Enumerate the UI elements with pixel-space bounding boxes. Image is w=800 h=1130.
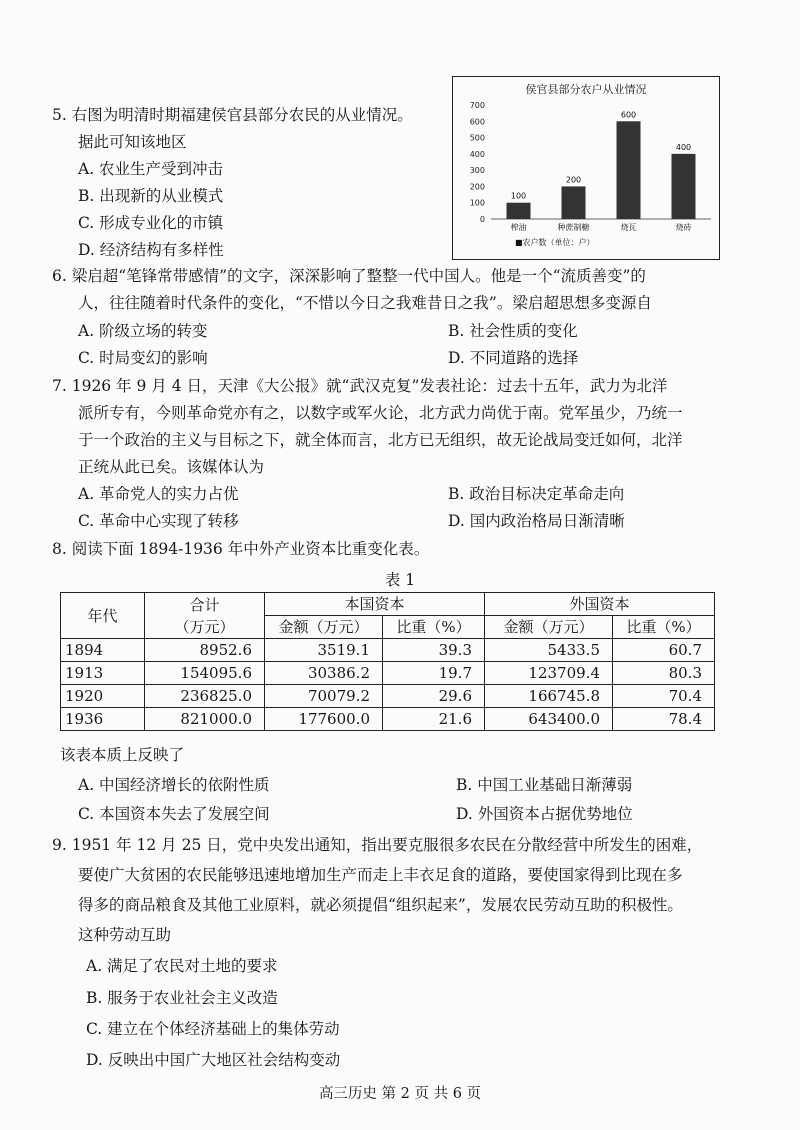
cell-domestic-share: 21.6 xyxy=(383,708,485,731)
table-row xyxy=(61,639,715,662)
data-label: 100 xyxy=(510,191,527,201)
cell-total: 236825.0 xyxy=(145,685,265,708)
q7-stem-line2: 派所专有，今则革命党亦有之，以数字或军火论，北方武力尚优于南。党军虽少，乃统一 xyxy=(78,404,683,422)
cell-domestic-share: 19.7 xyxy=(383,662,485,685)
legend-entry: ■农户数（单位：户） xyxy=(515,238,595,247)
q7-option-b: B. 政治目标决定革命走向 xyxy=(448,485,625,503)
header-year: 年代 xyxy=(61,593,145,639)
q9-option-c: C. 建立在个体经济基础上的集体劳动 xyxy=(86,1020,340,1038)
header-total xyxy=(145,593,265,639)
y-tick-label: 400 xyxy=(469,149,485,159)
cell-year: 1913 xyxy=(61,662,145,685)
data-label: 400 xyxy=(675,142,692,152)
y-tick-label: 500 xyxy=(469,133,485,143)
cell-foreign-share: 70.4 xyxy=(613,685,715,708)
cell-domestic-amount: 3519.1 xyxy=(265,639,383,662)
y-tick-label: 600 xyxy=(469,117,485,127)
table-caption: 表 1 xyxy=(384,571,416,589)
x-tick-label: 榨油 xyxy=(510,223,527,232)
table-header-row xyxy=(61,593,715,616)
cell-domestic-amount: 30386.2 xyxy=(265,662,383,685)
header-total-line2: （万元） xyxy=(174,617,235,636)
cell-year: 1936 xyxy=(61,708,145,731)
q7-stem-line1: 7. 1926 年 9 月 4 日，天津《大公报》就“武汉克复”发表社论：过去十五年，武力为北洋 xyxy=(52,377,668,395)
q6-stem-line1: 6. 梁启超“笔锋常带感情”的文字，深深影响了整整一代中国人。他是一个“流质善变”的 xyxy=(52,267,646,285)
y-tick-label: 100 xyxy=(469,198,485,208)
data-label: 600 xyxy=(620,110,637,120)
y-tick-label: 700 xyxy=(469,101,485,110)
q9-stem-line2: 要使广大贫困的农民能够迅速地增加生产而走上丰衣足食的道路，要使国家得到比现在多 xyxy=(78,866,683,884)
q7-stem-line3: 于一个政治的主义与目标之下，就全体而言，北方已无组织，故无论战局变迁如何，北洋 xyxy=(78,431,683,449)
cell-year: 1920 xyxy=(61,685,145,708)
q8-option-d: D. 外国资本占据优势地位 xyxy=(456,805,633,823)
x-tick-label: 烧砖 xyxy=(675,223,692,232)
q8-option-a: A. 中国经济增长的依附性质 xyxy=(78,776,270,794)
header-domestic-amount: 金额（万元） xyxy=(265,616,383,639)
header-foreign: 外国资本 xyxy=(485,593,715,616)
q6-option-b: B. 社会性质的变化 xyxy=(448,322,578,340)
occupation-bar-chart xyxy=(452,76,720,260)
y-tick-label: 0 xyxy=(479,215,485,224)
q8-stem-line1: 8. 阅读下面 1894-1936 年中外产业资本比重变化表。 xyxy=(52,540,430,558)
cell-total: 821000.0 xyxy=(145,708,265,731)
header-foreign-share: 比重（%） xyxy=(613,616,715,639)
cell-domestic-share: 29.6 xyxy=(383,685,485,708)
q9-option-a: A. 满足了农民对土地的要求 xyxy=(86,957,278,975)
page-footer: 高三历史 第 2 页 共 6 页 xyxy=(318,1086,482,1102)
header-domestic: 本国资本 xyxy=(265,593,485,616)
q9-stem-line3: 得多的商品粮食及其他工业原料，就必须提倡“组织起来”，发展农民劳动互助的积极性。 xyxy=(78,896,683,914)
q5-stem-line1: 5. 右图为明清时期福建侯官县部分农民的从业情况。 xyxy=(52,106,413,124)
cell-total: 154095.6 xyxy=(145,662,265,685)
cell-domestic-amount: 70079.2 xyxy=(265,685,383,708)
q7-option-d: D. 国内政治格局日渐清晰 xyxy=(448,512,625,530)
q8-option-c: C. 本国资本失去了发展空间 xyxy=(78,805,270,823)
cell-foreign-amount: 643400.0 xyxy=(485,708,613,731)
q7-stem-line4: 正统从此已矣。该媒体认为 xyxy=(78,458,265,476)
chart-plot xyxy=(453,77,719,259)
table-row xyxy=(61,708,715,731)
bar xyxy=(507,203,531,219)
q5-option-d: D. 经济结构有多样性 xyxy=(78,241,224,259)
q7-option-a: A. 革命党人的实力占优 xyxy=(78,485,239,503)
q8-stem-line2: 该表本质上反映了 xyxy=(60,746,185,764)
cell-total: 8952.6 xyxy=(145,639,265,662)
cell-domestic-amount: 177600.0 xyxy=(265,708,383,731)
q5-option-c: C. 形成专业化的市镇 xyxy=(78,214,224,232)
q6-option-a: A. 阶级立场的转变 xyxy=(78,322,208,340)
bar xyxy=(562,186,586,219)
chart-title: 侯官县部分农户从业情况 xyxy=(525,83,647,96)
y-tick-label: 300 xyxy=(469,166,485,176)
cell-foreign-amount: 166745.8 xyxy=(485,685,613,708)
q9-stem-line1: 9. 1951 年 12 月 25 日，党中央发出通知，指出要克服很多农民在分散经营中所发生的困难， xyxy=(52,836,703,854)
q6-option-d: D. 不同道路的选择 xyxy=(448,349,579,367)
cell-foreign-share: 80.3 xyxy=(613,662,715,685)
bar xyxy=(617,121,641,219)
cell-domestic-share: 39.3 xyxy=(383,639,485,662)
cell-foreign-amount: 123709.4 xyxy=(485,662,613,685)
cell-year: 1894 xyxy=(61,639,145,662)
q6-stem-line2: 人，往往随着时代条件的变化，“不惜以今日之我难昔日之我”。梁启超思想多变源自 xyxy=(78,294,652,312)
cell-foreign-share: 78.4 xyxy=(613,708,715,731)
table-row xyxy=(61,685,715,708)
bar xyxy=(672,154,696,219)
q9-option-b: B. 服务于农业社会主义改造 xyxy=(86,989,278,1007)
q6-option-c: C. 时局变幻的影响 xyxy=(78,349,208,367)
x-tick-label: 烧瓦 xyxy=(620,223,637,232)
capital-ratio-table xyxy=(60,592,715,731)
q9-option-d: D. 反映出中国广大地区社会结构变动 xyxy=(86,1051,341,1069)
cell-foreign-amount: 5433.5 xyxy=(485,639,613,662)
header-foreign-amount: 金额（万元） xyxy=(485,616,613,639)
q9-stem-line4: 这种劳动互助 xyxy=(78,926,172,944)
q5-option-a: A. 农业生产受到冲击 xyxy=(78,160,224,178)
q5-option-b: B. 出现新的从业模式 xyxy=(78,187,224,205)
q8-option-b: B. 中国工业基础日渐薄弱 xyxy=(456,776,633,794)
table-row xyxy=(61,662,715,685)
x-tick-label: 种蔗制糖 xyxy=(557,223,590,232)
header-total-line1: 合计 xyxy=(189,595,220,614)
data-label: 200 xyxy=(565,175,582,185)
header-domestic-share: 比重（%） xyxy=(383,616,485,639)
y-tick-label: 200 xyxy=(469,182,485,192)
q7-option-c: C. 革命中心实现了转移 xyxy=(78,512,239,530)
q5-stem-line2: 据此可知该地区 xyxy=(78,133,187,151)
cell-foreign-share: 60.7 xyxy=(613,639,715,662)
